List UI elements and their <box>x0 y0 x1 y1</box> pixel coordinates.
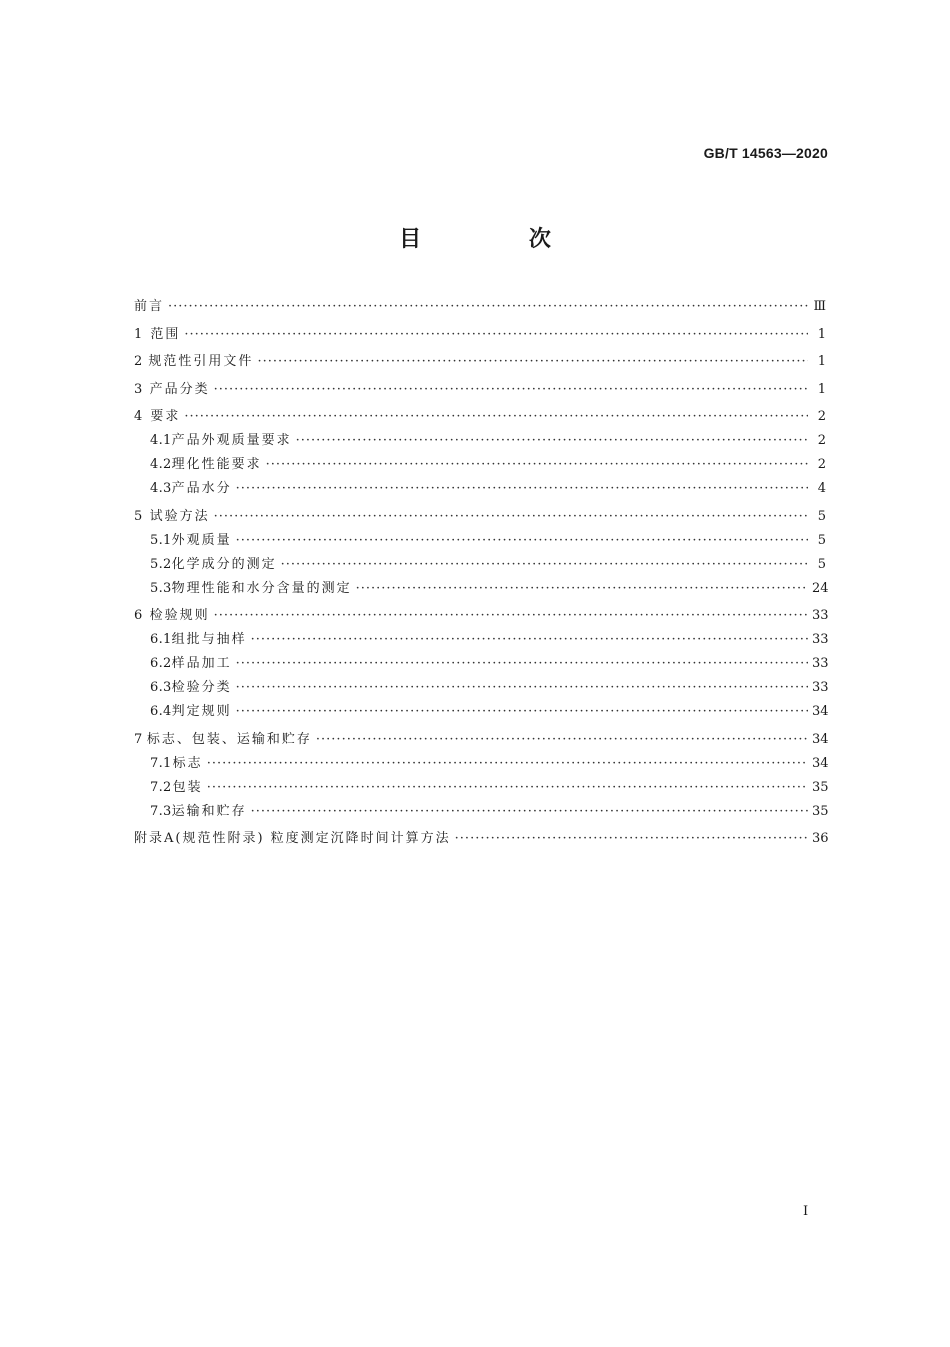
toc-entry-page: 5 <box>817 532 826 548</box>
toc-entry-number: 4.1 <box>150 433 172 448</box>
toc-entry-page: 2 <box>817 433 826 448</box>
toc-entry-number: 4.3 <box>150 481 172 496</box>
toc-dot-leader <box>281 553 808 577</box>
toc-entry-number: 7.1 <box>150 755 172 771</box>
toc-dot-leader <box>251 628 808 652</box>
toc-entry-page: 1 <box>817 354 826 369</box>
toc-entry[interactable] <box>134 604 829 628</box>
toc-entry[interactable] <box>134 505 826 529</box>
toc-entry-number: 7.3 <box>150 803 172 819</box>
toc-entry-page: 5 <box>817 556 826 572</box>
toc-entry-number: 3 <box>134 381 143 397</box>
toc-dot-leader <box>266 453 808 477</box>
toc-dot-leader <box>257 350 808 374</box>
toc-entry-label: 产品外观质量要求 <box>171 433 292 448</box>
toc-entry-number: 6.4 <box>150 704 172 719</box>
toc-entry-label: 标志 <box>172 755 203 771</box>
toc-entry-page: 34 <box>812 755 829 771</box>
toc-entry[interactable] <box>134 350 826 374</box>
toc-entry-number: 6.2 <box>150 656 172 671</box>
toc-entry-number: 4 <box>134 409 143 424</box>
toc-dot-leader <box>296 429 808 453</box>
toc-entry-number: 1 <box>134 326 143 342</box>
toc-entry[interactable] <box>134 752 829 776</box>
toc-entry-number: 4.2 <box>150 457 172 472</box>
toc-entry-label: 理化性能要求 <box>171 457 262 472</box>
toc-entry-page: 33 <box>812 608 829 623</box>
toc-entry-label: 试验方法 <box>149 508 210 524</box>
toc-entry[interactable] <box>134 577 829 601</box>
toc-entry-number: 6.3 <box>150 680 172 695</box>
toc-entry-label: 检验分类 <box>171 680 232 695</box>
toc-entry[interactable] <box>134 295 826 319</box>
toc-entry[interactable] <box>134 728 829 752</box>
toc-entry-label: 规范性引用文件 <box>148 354 254 369</box>
toc-dot-leader <box>251 800 808 824</box>
toc-dot-leader <box>356 577 808 601</box>
toc-entry-page: Ⅲ <box>813 299 826 314</box>
toc-entry[interactable] <box>134 652 829 676</box>
toc-entry[interactable] <box>134 700 829 724</box>
toc-entry-label: 检验规则 <box>149 608 210 623</box>
toc-entry-page: 33 <box>812 656 829 671</box>
toc-entry-number: 5.2 <box>150 556 172 572</box>
toc-entry[interactable] <box>134 628 829 652</box>
toc-title: 目 次 <box>399 227 601 252</box>
toc-dot-leader <box>214 378 808 402</box>
toc-dot-leader <box>214 505 808 529</box>
toc-dot-leader <box>316 728 808 752</box>
toc-entry[interactable] <box>134 529 826 553</box>
toc-entry-page: 1 <box>817 326 826 342</box>
toc-dot-leader <box>184 323 808 347</box>
toc-entry[interactable] <box>134 800 829 824</box>
toc-dot-leader <box>236 700 808 724</box>
toc-dot-leader <box>214 604 808 628</box>
toc-dot-leader <box>455 827 808 851</box>
toc-entry-label: 外观质量 <box>171 532 232 548</box>
toc-entry[interactable] <box>134 323 826 347</box>
toc-entry-label: 判定规则 <box>171 704 232 719</box>
toc-entry-number: 6.1 <box>150 632 172 647</box>
toc-entry-label: 包装 <box>172 779 203 795</box>
toc-entry[interactable] <box>134 776 829 800</box>
page-folio: I <box>803 1204 809 1219</box>
toc-entry-page: 36 <box>812 831 829 846</box>
toc-entry[interactable] <box>134 429 826 453</box>
toc-entry[interactable] <box>134 453 826 477</box>
toc-entry-label: 化学成分的测定 <box>171 556 277 572</box>
toc-entry-label: 样品加工 <box>171 656 232 671</box>
toc-entry-page: 33 <box>812 632 829 647</box>
toc-entry-number: 5.3 <box>150 580 172 596</box>
toc-dot-leader <box>236 477 808 501</box>
toc-dot-leader <box>207 776 808 800</box>
toc-entry-number: 7 <box>134 731 143 747</box>
toc-entry-number: 7.2 <box>150 779 172 795</box>
toc-entry-page: 24 <box>812 580 829 596</box>
toc-entry-number: 6 <box>134 608 143 623</box>
toc-entry-label: 要求 <box>150 409 181 424</box>
toc-entry-page: 34 <box>812 704 829 719</box>
toc-entry-page: 1 <box>817 381 826 397</box>
toc-entry-label: 标志、包装、运输和贮存 <box>146 731 312 747</box>
toc-entry-page: 33 <box>812 680 829 695</box>
toc-entry[interactable] <box>134 676 829 700</box>
toc-entry-label: 产品分类 <box>149 381 210 397</box>
toc-entry-page: 2 <box>817 409 826 424</box>
toc-entry-label: 前言 <box>134 299 165 314</box>
toc-entry-label: 附录A(规范性附录) 粒度测定沉降时间计算方法 <box>134 831 451 846</box>
toc-entry[interactable] <box>134 827 829 851</box>
toc-entry[interactable] <box>134 378 826 402</box>
toc-entry[interactable] <box>134 553 826 577</box>
toc-entry-page: 5 <box>817 508 826 524</box>
toc-entry-page: 35 <box>812 803 829 819</box>
toc-entry-number: 5 <box>134 508 143 524</box>
toc-entry-label: 范围 <box>150 326 181 342</box>
toc-dot-leader <box>168 295 808 319</box>
toc-entry-number: 5.1 <box>150 532 172 548</box>
toc-entry[interactable] <box>134 477 826 501</box>
toc-entry-label: 运输和贮存 <box>171 803 247 819</box>
toc-entry-page: 2 <box>817 457 826 472</box>
toc-dot-leader <box>184 405 808 429</box>
toc-entry-page: 34 <box>812 731 829 747</box>
toc-entry[interactable] <box>134 405 826 429</box>
toc-entry-label: 产品水分 <box>171 481 232 496</box>
toc-entry-page: 35 <box>812 779 829 795</box>
toc-dot-leader <box>236 529 808 553</box>
toc-entry-label: 物理性能和水分含量的测定 <box>171 580 352 596</box>
toc-entry-number: 2 <box>134 354 143 369</box>
toc-dot-leader <box>236 676 808 700</box>
document-code: GB/T 14563—2020 <box>703 145 828 161</box>
toc-dot-leader <box>207 752 808 776</box>
toc-entry-page: 4 <box>817 481 826 496</box>
table-of-contents <box>134 295 829 851</box>
toc-dot-leader <box>236 652 808 676</box>
toc-entry-label: 组批与抽样 <box>171 632 247 647</box>
